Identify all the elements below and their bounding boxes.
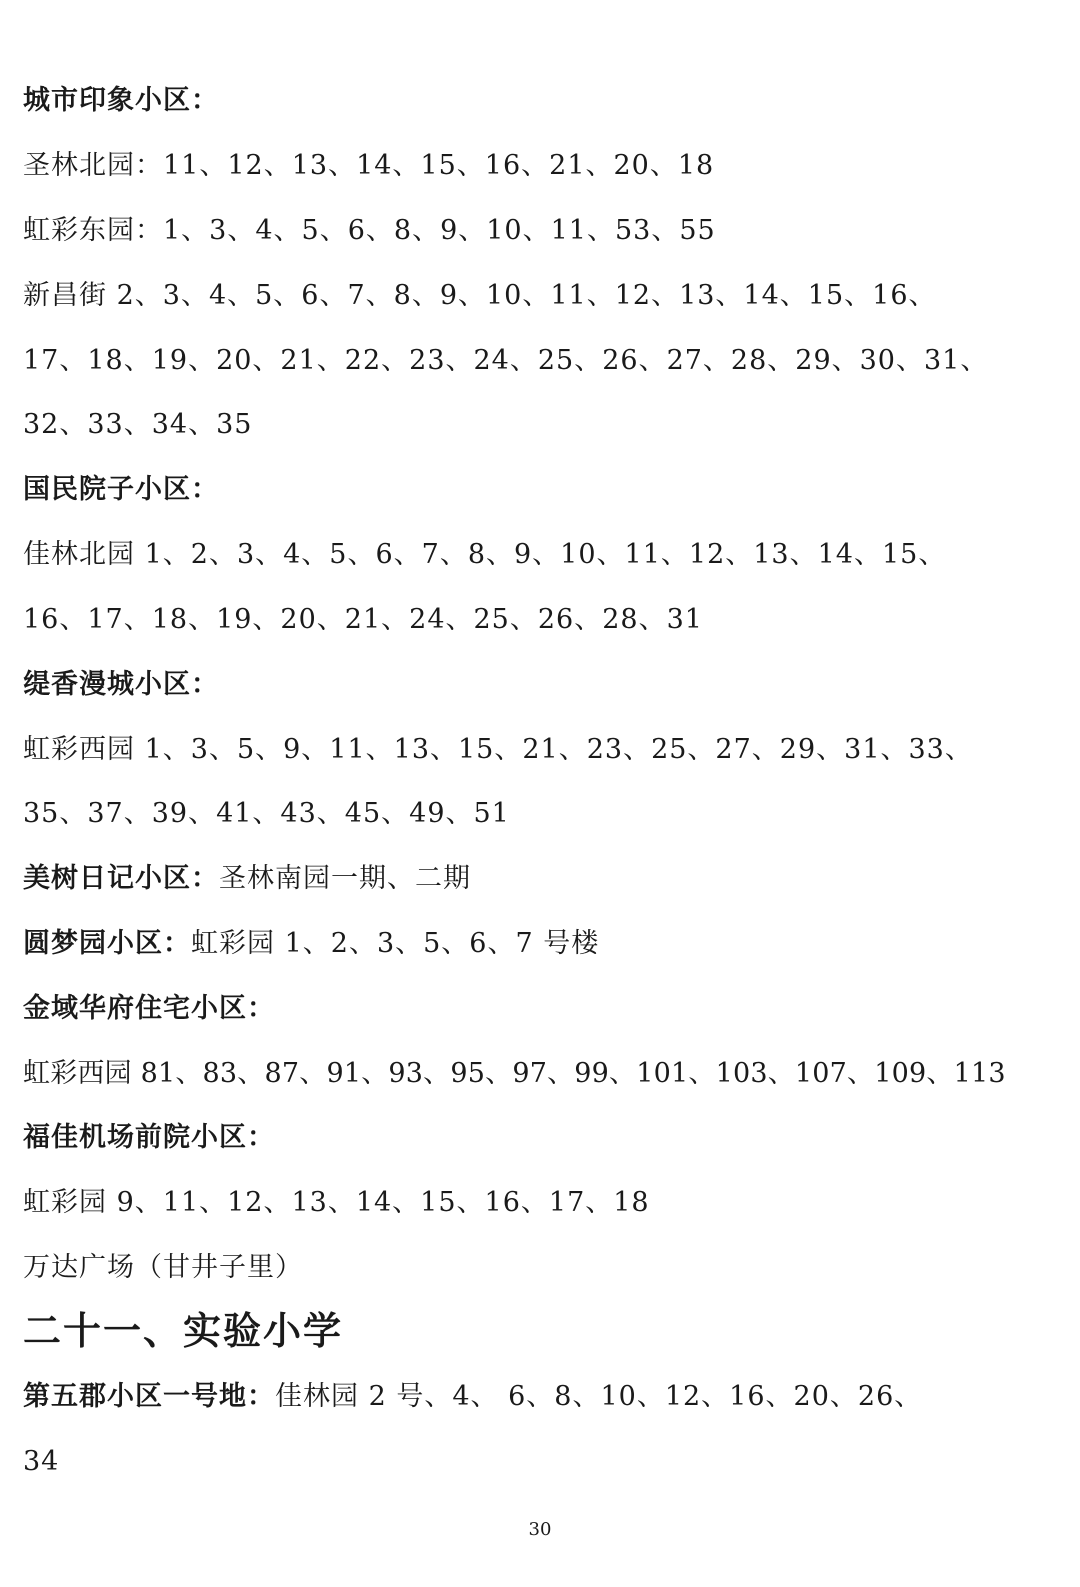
text-line <box>23 536 1058 574</box>
text-line <box>23 212 1058 250</box>
page-number: 30 <box>528 1519 552 1540</box>
heading-jinyu-huafu <box>23 990 1058 1028</box>
text-line <box>23 1055 1058 1093</box>
line-label: 圆梦园小区： <box>23 928 191 959</box>
line-text: 虹彩园 1、2、3、5、6、7 号楼 <box>191 928 600 959</box>
text-line <box>23 731 1058 769</box>
text-line <box>23 925 1058 963</box>
heading-tixiang-mancheng <box>23 666 1058 704</box>
line-text: 佳林园 2 号、4、 6、8、10、12、16、20、26、 <box>275 1381 923 1412</box>
line-text: 新昌街 2、3、4、5、6、7、8、9、10、11、12、13、14、15、16、 <box>23 280 937 311</box>
heading-fujia-jichang <box>23 1119 1058 1157</box>
line-text: 34 <box>23 1446 60 1477</box>
line-text: 17、18、19、20、21、22、23、24、25、26、27、28、29、30、31、 <box>23 345 989 376</box>
text-line <box>23 1443 1058 1481</box>
line-label: 城市印象小区： <box>23 85 219 116</box>
line-text: 虹彩西园 1、3、5、9、11、13、15、21、23、25、27、29、31、33、 <box>23 734 973 765</box>
line-text: 虹彩园 9、11、12、13、14、15、16、17、18 <box>23 1187 650 1218</box>
text-line <box>23 1378 1058 1416</box>
section-heading-shiyan-xiaoxue <box>23 1307 1058 1355</box>
line-label: 美树日记小区： <box>23 863 219 894</box>
line-label: 第五郡小区一号地： <box>23 1381 275 1412</box>
line-text: 16、17、18、19、20、21、24、25、26、28、31 <box>23 604 703 635</box>
line-label: 二十一、实验小学 <box>23 1308 344 1353</box>
text-line <box>23 795 1058 833</box>
text-line <box>23 406 1058 444</box>
line-label: 金域华府住宅小区： <box>23 993 275 1024</box>
heading-guomin-yuanzi <box>23 471 1058 509</box>
text-line <box>23 1184 1058 1222</box>
line-label: 缇香漫城小区： <box>23 669 219 700</box>
text-line <box>23 342 1058 380</box>
line-text: 35、37、39、41、43、45、49、51 <box>23 798 510 829</box>
line-label: 国民院子小区： <box>23 474 219 505</box>
line-text: 虹彩西园 81、83、87、91、93、95、97、99、101、103、107、109、113 <box>23 1058 1006 1089</box>
line-text: 虹彩东园：1、3、4、5、6、8、9、10、11、53、55 <box>23 215 716 246</box>
text-line <box>23 1249 1058 1287</box>
line-text: 32、33、34、35 <box>23 409 253 440</box>
line-text: 圣林北园：11、12、13、14、15、16、21、20、18 <box>23 150 715 181</box>
line-label: 福佳机场前院小区： <box>23 1122 275 1153</box>
heading-chengshi-yinxiang <box>23 82 1058 120</box>
text-line <box>23 601 1058 639</box>
text-line <box>23 147 1058 185</box>
text-line <box>23 277 1058 315</box>
line-text: 万达广场（甘井子里） <box>23 1252 303 1283</box>
text-line <box>23 860 1058 898</box>
line-text: 佳林北园 1、2、3、4、5、6、7、8、9、10、11、12、13、14、15、 <box>23 539 947 570</box>
line-text: 圣林南园一期、二期 <box>219 863 471 894</box>
